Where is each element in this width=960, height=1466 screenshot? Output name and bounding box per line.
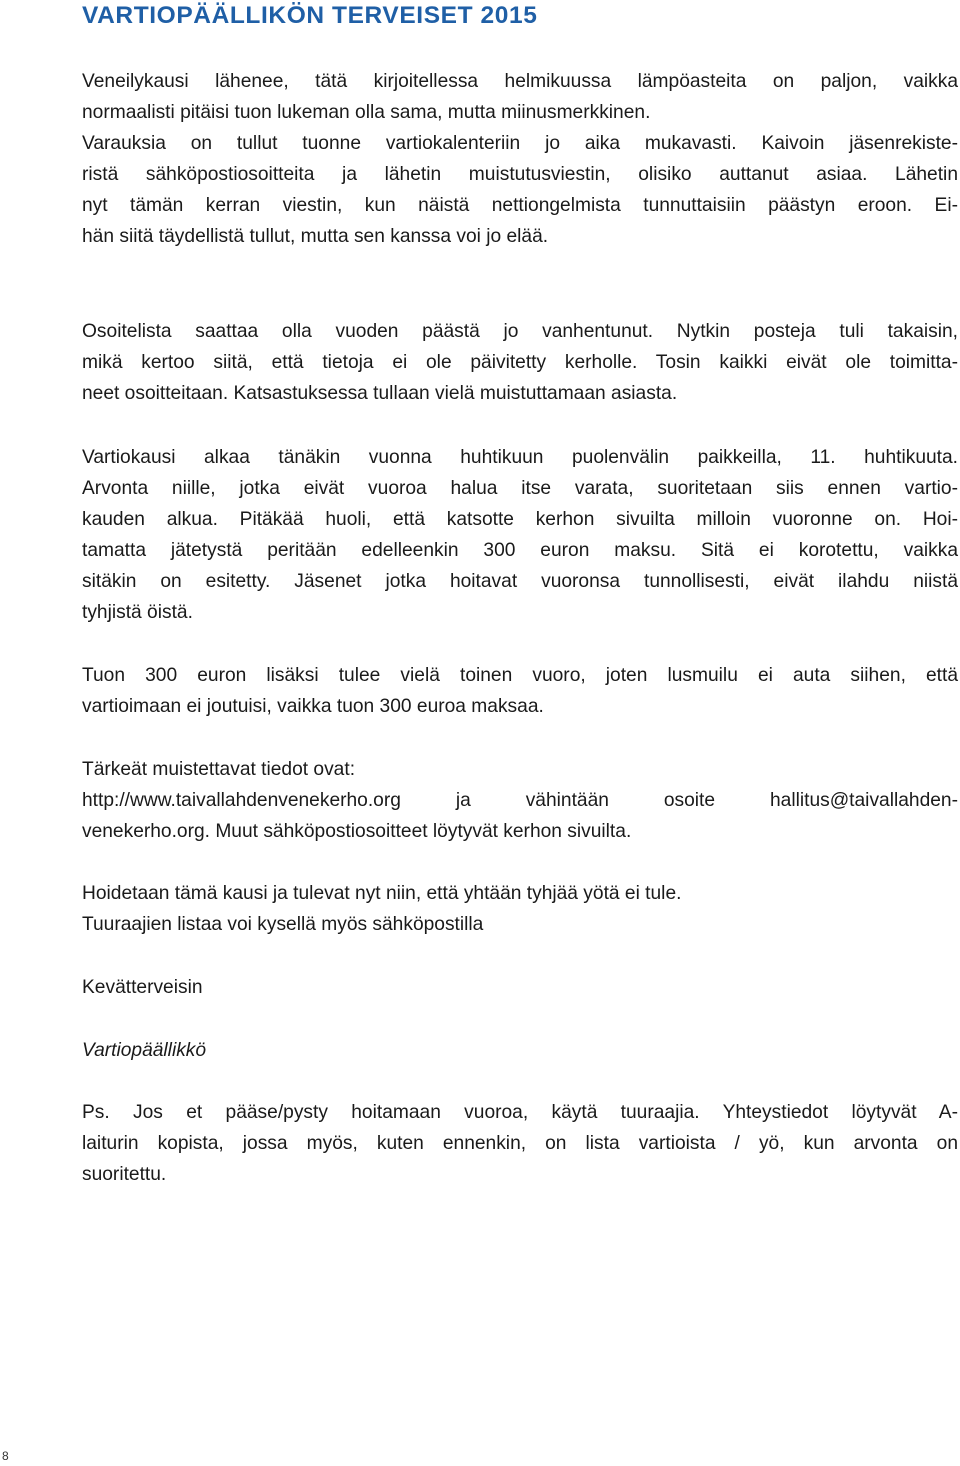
text-line: hän siitä täydellistä tullut, mutta sen kanssa voi jo elää. [82, 226, 549, 247]
text-line: sitäkin on esitetty. Jäsenet jotka hoitavat vuoronsa tunnollisesti, eivät ilahdu niistä [82, 571, 958, 592]
text-line: Arvonta niille, jotka eivät vuoroa halua itse varata, suoritetaan siis ennen vartio- [82, 478, 958, 499]
text-line: vartioimaan ei joutuisi, vaikka tuon 300 euroa maksaa. [82, 696, 544, 717]
text-line: venekerho.org. Muut sähköpostiosoitteet löytyvät kerhon sivuilta. [82, 821, 632, 842]
paragraph-postscript [82, 1097, 958, 1190]
paragraph-important-info [82, 754, 958, 847]
text-line: Vartiopäällikkö [82, 1040, 207, 1061]
text-line: Ps. Jos et pääse/pysty hoitamaan vuoroa, käytä tuuraajia. Yhteystiedot löytyvät A- [82, 1102, 958, 1123]
paragraph-intro [82, 66, 958, 128]
page-number: 8 [2, 1449, 9, 1463]
text-line: Tuuraajien listaa voi kysellä myös sähköpostilla [82, 914, 484, 935]
text-line: ristä sähköpostiosoitteita ja lähetin muistutusviestin, olisiko auttanut asiaa. Lähetin [82, 164, 958, 185]
text-line: kauden alkua. Pitäkää huoli, että katsotte kerhon sivuilta milloin vuoronne on. Hoi- [82, 509, 958, 530]
text-line: suoritettu. [82, 1164, 167, 1185]
paragraph-bookings [82, 128, 958, 252]
text-line: Veneilykausi lähenee, tätä kirjoitellessa helmikuussa lämpöasteita on paljon, vaikka [82, 71, 958, 92]
text-line: Tärkeät muistettavat tiedot ovat: [82, 759, 356, 780]
text-line: Kevätterveisin [82, 977, 203, 998]
text-line: Varauksia on tullut tuonne vartiokalenteriin jo aika mukavasti. Kaivoin jäsenrekiste- [82, 133, 958, 154]
paragraph-this-season [82, 878, 958, 940]
text-line: neet osoitteitaan. Katsastuksessa tullaan vielä muistuttamaan asiasta. [82, 383, 678, 404]
signature [82, 1035, 958, 1066]
paragraph-greeting [82, 972, 958, 1003]
paragraph-second-shift [82, 660, 958, 722]
paragraph-watch-season [82, 442, 958, 628]
text-line: Hoidetaan tämä kausi ja tulevat nyt niin, että yhtään tyhjää yötä ei tule. [82, 883, 682, 904]
text-line: mikä kertoo siitä, että tietoja ei ole päivitetty kerholle. Tosin kaikki eivät ole toimitta- [82, 352, 958, 373]
text-line: normaalisti pitäisi tuon lukeman olla sama, mutta miinusmerkkinen. [82, 102, 651, 123]
text-line: http://www.taivallahdenvenekerho.org ja vähintään osoite hallitus@taivallahden- [82, 790, 958, 811]
text-line: Vartiokausi alkaa tänäkin vuonna huhtikuun puolenvälin paikkeilla, 11. huhtikuuta. [82, 447, 958, 468]
text-line: tamatta jätetystä peritään edelleenkin 300 euron maksu. Sitä ei korotettu, vaikka [82, 540, 958, 561]
text-line: tyhjistä öistä. [82, 602, 193, 623]
text-line: Tuon 300 euron lisäksi tulee vielä toinen vuoro, joten lusmuilu ei auta siihen, että [82, 665, 958, 686]
paragraph-address-list [82, 316, 958, 409]
text-line: laiturin kopista, jossa myös, kuten ennenkin, on lista vartioista / yö, kun arvonta on [82, 1133, 958, 1154]
article-title: VARTIOPÄÄLLIKÖN TERVEISET 2015 [82, 2, 538, 29]
text-line: nyt tämän kerran viestin, kun näistä nettiongelmista tunnuttaisiin päästyn eroon. Ei- [82, 195, 958, 216]
text-line: Osoitelista saattaa olla vuoden päästä jo vanhentunut. Nytkin posteja tuli takaisin, [82, 321, 958, 342]
